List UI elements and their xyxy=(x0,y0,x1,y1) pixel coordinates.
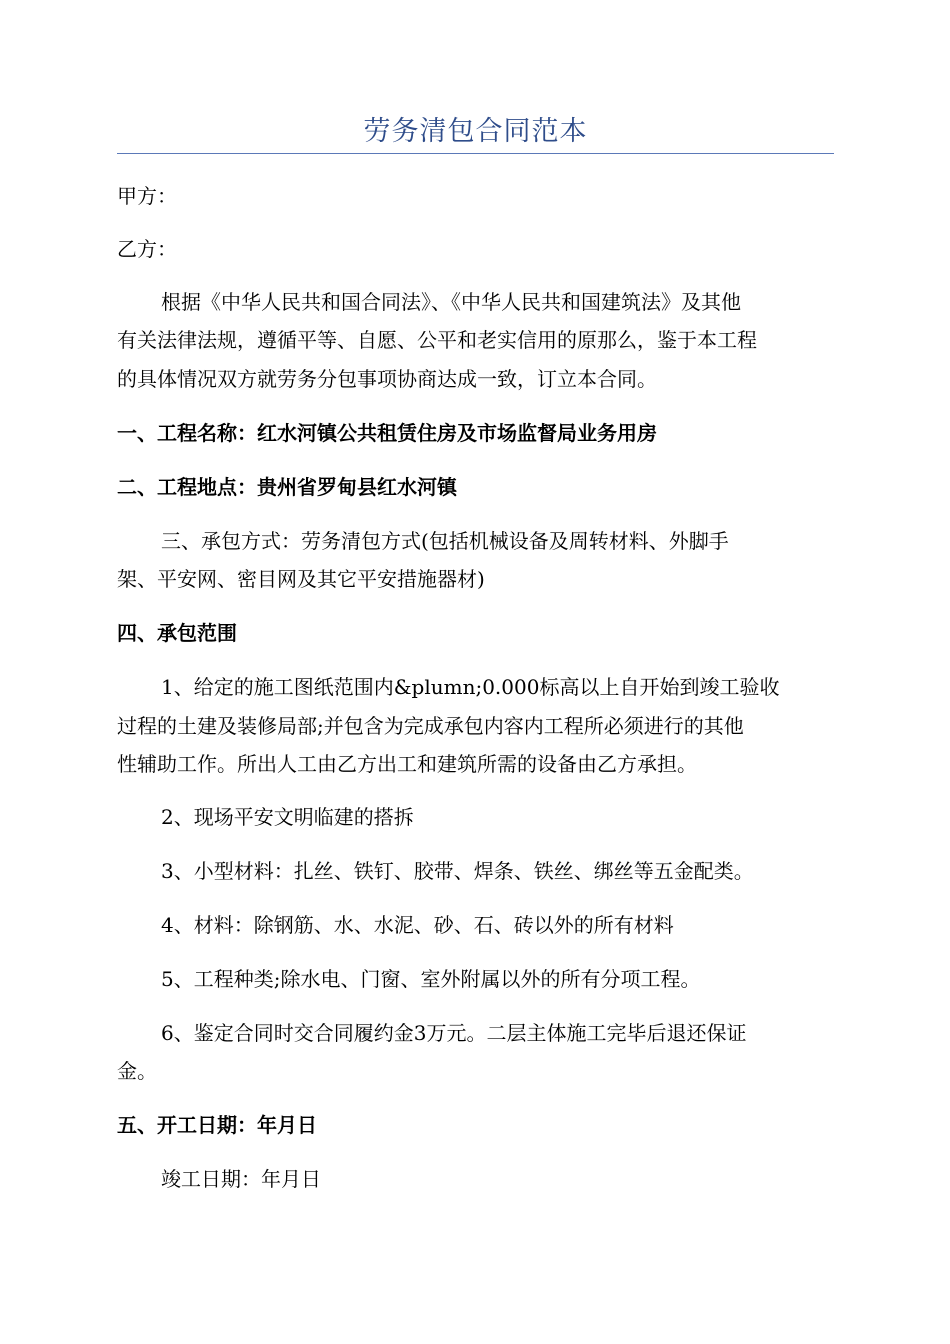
scope-item-2: 2、现场平安文明临建的搭拆 xyxy=(161,805,414,829)
scope-item-6-line-1: 6、鉴定合同时交合同履约金3万元。二层主体施工完毕后退还保证 xyxy=(161,1021,747,1045)
document-title: 劳务清包合同范本 xyxy=(363,116,588,147)
scope-item-1-line-2: 过程的土建及装修局部;并包含为完成承包内容内工程所必须进行的其他 xyxy=(117,714,744,738)
intro-line-1: 根据《中华人民共和国合同法》、《中华人民共和国建筑法》及其他 xyxy=(161,290,741,314)
party-a-label: 甲方： xyxy=(117,184,177,208)
scope-item-1-line-3: 性辅助工作。所出人工由乙方出工和建筑所需的设备由乙方承担。 xyxy=(117,752,697,776)
intro-line-2: 有关法律法规，遵循平等、自愿、公平和老实信用的原那么，鉴于本工程 xyxy=(117,328,757,352)
scope-item-1-line-1: 1、给定的施工图纸范围内&plumn;0.000标高以上自开始到竣工验收 xyxy=(161,675,780,699)
party-b-label: 乙方： xyxy=(117,237,177,261)
section-project-name: 一、工程名称：红水河镇公共租赁住房及市场监督局业务用房 xyxy=(117,421,657,445)
section-scope-heading: 四、承包范围 xyxy=(117,621,237,645)
scope-item-5: 5、工程种类;除水电、门窗、室外附属以外的所有分项工程。 xyxy=(161,967,701,991)
scope-item-4: 4、材料：除钢筋、水、水泥、砂、石、砖以外的所有材料 xyxy=(161,913,674,937)
title-underline xyxy=(117,153,834,154)
section-contract-method-line-1: 三、承包方式：劳务清包方式(包括机械设备及周转材料、外脚手 xyxy=(161,529,729,553)
scope-item-3: 3、小型材料：扎丝、铁钉、胶带、焊条、铁丝、绑丝等五金配类。 xyxy=(161,859,754,883)
completion-date: 竣工日期：年月日 xyxy=(161,1167,321,1191)
section-contract-method-line-2: 架、平安网、密目网及其它平安措施器材) xyxy=(117,567,485,591)
section-start-date: 五、开工日期：年月日 xyxy=(117,1113,317,1137)
scope-item-6-line-2: 金。 xyxy=(117,1059,157,1083)
intro-line-3: 的具体情况双方就劳务分包事项协商达成一致，订立本合同。 xyxy=(117,367,657,391)
section-project-location: 二、工程地点：贵州省罗甸县红水河镇 xyxy=(117,475,457,499)
